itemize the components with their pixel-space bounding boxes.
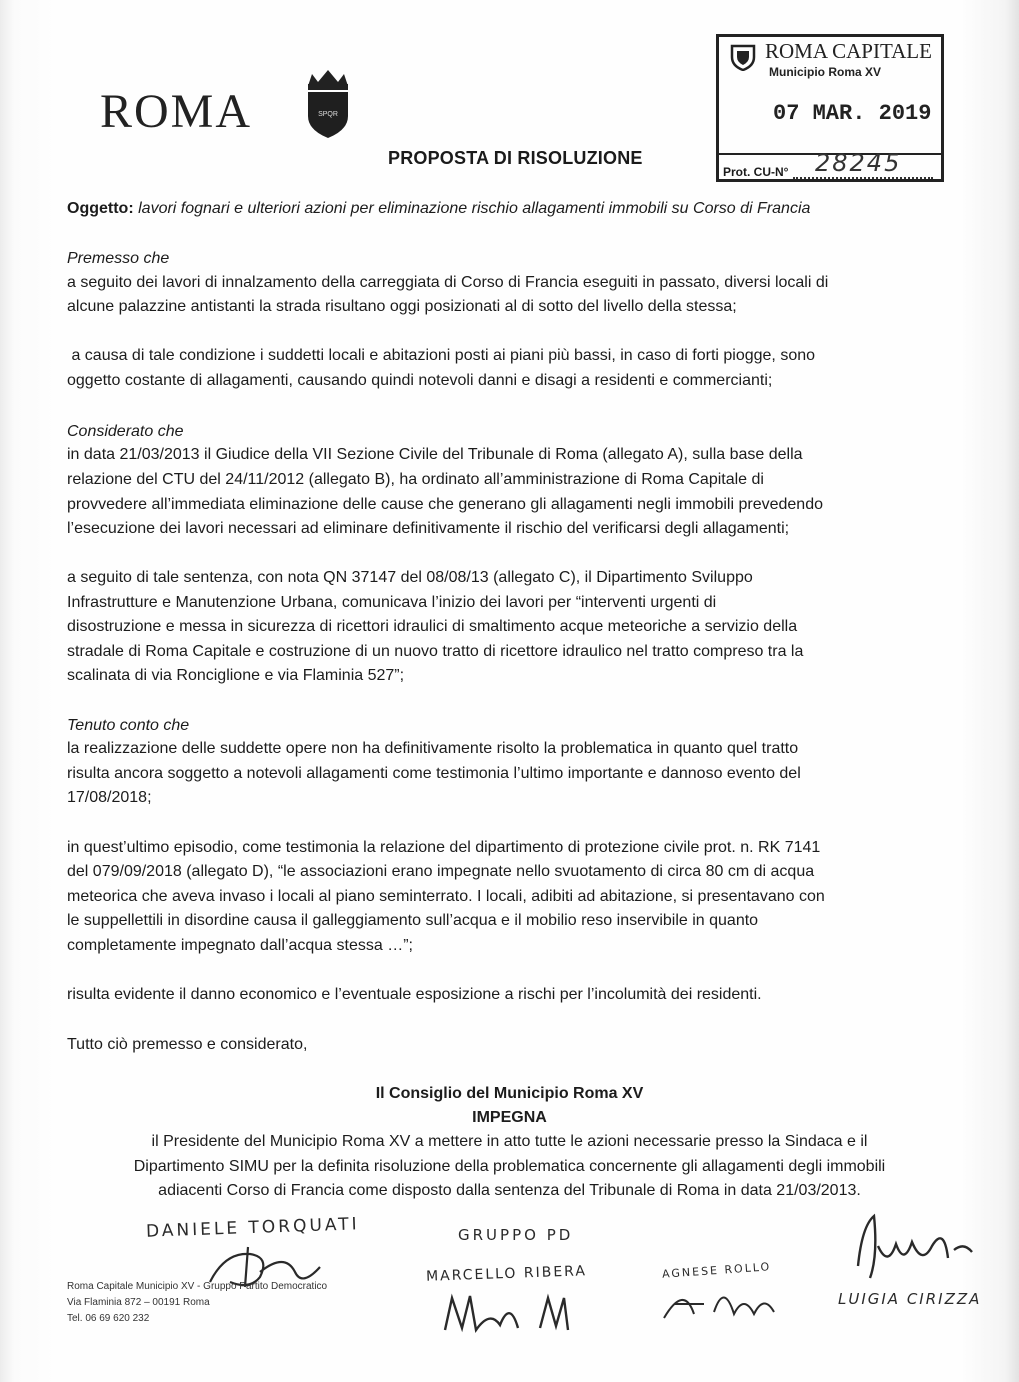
considerato-p1-l3: provvedere all’immediata eliminazione delle cause che generano gli allagamenti negli immobili prevedendo <box>67 496 823 513</box>
signature-scribble-3 <box>654 1274 794 1324</box>
tenuto-p2-l2: del 079/09/2018 (allegato D), “le associazioni erano impegnate nello svuotamento di circa 80 cm di acqua <box>67 863 815 880</box>
subject-text: lavori fognari e ulteriori azioni per eliminazione rischio allagamenti immobili su Corso di Francia <box>138 200 811 217</box>
considerato-p1-l1: in data 21/03/2013 il Giudice della VII Sezione Civile del Tribunale di Roma (allegato A), sulla base della <box>67 446 803 463</box>
resolution-l2: Dipartimento SIMU per la definita risoluzione della problematica concernente gli allagamenti degli immobili <box>133 1158 886 1175</box>
signature-scribble-2 <box>440 1290 600 1340</box>
roma-crest-icon <box>302 64 354 140</box>
resolution-l3: adiacenti Corso di Francia come disposto dalla sentenza del Tribunale di Roma in data 21/03/2013. <box>158 1182 861 1199</box>
svg-text:SPQR: SPQR <box>318 111 338 118</box>
tenuto-p2-l3: meteorica che aveva invaso i locali al piano seminterrato. I locali, adibiti ad abitazione, si presentavano con <box>67 888 825 905</box>
closing-line: Tutto ciò premesso e considerato, <box>67 1036 308 1053</box>
subject-line: Oggetto: lavori fognari e ulteriori azioni per eliminazione rischio allagamenti immobili su Corso di Francia <box>67 200 811 217</box>
tenuto-p3-l1: risulta evidente il danno economico e l’eventuale esposizione a rischi per l’incolumità dei residenti. <box>67 986 762 1003</box>
signature-name-2: MARCELLO RIBERA <box>425 1263 588 1285</box>
tenuto-p2-l5: completamente impegnato dall’acqua stessa …”; <box>67 937 413 954</box>
stamp-org: ROMA CAPITALE <box>765 39 932 63</box>
considerato-p2-l2: Infrastrutture e Manutenzione Urbana, comunicava l’inizio dei lavori per “interventi urgenti di <box>67 594 717 611</box>
signature-name-3: AGNESE ROLLO <box>661 1260 772 1281</box>
signature-group: GRUPPO PD <box>458 1226 574 1244</box>
premesso-p1-l1: a seguito dei lavori di innalzamento della carreggiata di Corso di Francia eseguiti in passato, diversi locali di <box>67 274 829 291</box>
tenuto-p1-l3: 17/08/2018; <box>67 789 152 806</box>
tenuto-heading: Tenuto conto che <box>67 717 190 734</box>
stamp-prot-label: Prot. CU-N° <box>723 165 789 179</box>
tenuto-p2-l4: le suppellettili in disordine causa il galleggiamento sull’acqua e il mobilio reso inservibile in quanto <box>67 912 759 929</box>
tenuto-p1-l2: risulta ancora soggetto a notevoli allagamenti come testimonia l’ultimo importante e dannoso evento del <box>67 765 801 782</box>
premesso-p2-l1: a causa di tale condizione i suddetti locali e abitazioni posti ai piani più bassi, in caso di forti piogge, sono <box>67 347 816 364</box>
considerato-p1-l4: l’esecuzione dei lavori necessari ad eliminare definitivamente il rischio del verificarsi degli allagamenti; <box>67 520 790 537</box>
page-title: PROPOSTA DI RISOLUZIONE <box>388 148 643 168</box>
tenuto-p2-l1: in quest’ultimo episodio, come testimonia la relazione del dipartimento di protezione civile prot. n. RK 7141 <box>67 839 821 856</box>
signature-name-1: DANIELE TORQUATI <box>145 1214 360 1242</box>
stamp-dotted-line <box>793 177 933 179</box>
subject-label: Oggetto <box>67 200 129 217</box>
council-heading: Il Consiglio del Municipio Roma XV <box>375 1085 644 1102</box>
stamp-prot-number: 28245 <box>815 149 902 177</box>
tenuto-p1-l1: la realizzazione delle suddette opere non ha definitivamente risolto la problematica in quanto quel tratto <box>67 740 799 757</box>
stamp-date: 07 MAR. 2019 <box>773 101 932 126</box>
signature-scribble-4 <box>848 1206 988 1286</box>
considerato-p2-l4: stradale di Roma Capitale e costruzione di un nuovo tratto di ricettore idraulico nel tratto compreso tra la <box>67 643 804 660</box>
resolution-l1: il Presidente del Municipio Roma XV a mettere in atto tutte le azioni necessarie presso la Sindaca e il <box>151 1133 868 1150</box>
footer-l2: Via Flaminia 872 – 00191 Roma <box>67 1297 210 1308</box>
footer-l3: Tel. 06 69 620 232 <box>67 1313 150 1324</box>
considerato-heading: Considerato che <box>67 423 184 440</box>
considerato-p1-l2: relazione del CTU del 24/11/2012 (allegato B), ha ordinato all’amministrazione di Roma Capitale di <box>67 471 764 488</box>
stamp-sub: Municipio Roma XV <box>769 65 882 79</box>
premesso-heading: Premesso che <box>67 250 170 267</box>
considerato-p2-l3: disostruzione e messa in sicurezza di ricettori idraulici di smaltimento acque meteoriche a servizio della <box>67 618 798 635</box>
roma-logo-text: ROMA <box>100 85 253 138</box>
considerato-p2-l1: a seguito di tale sentenza, con nota QN 37147 del 08/08/13 (allegato C), il Dipartimento Sviluppo <box>67 569 753 586</box>
stamp-crest-icon <box>729 43 757 71</box>
footer-l1: Roma Capitale Municipio XV - Gruppo Partito Democratico <box>67 1281 328 1292</box>
impegna-heading: IMPEGNA <box>472 1109 547 1126</box>
signature-name-4: LUIGIA CIRIZZA <box>838 1290 982 1308</box>
premesso-p2-l2: oggetto costante di allagamenti, causando quindi notevoli danni e disagi a residenti e commercianti; <box>67 372 773 389</box>
considerato-p2-l5: scalinata di via Ronciglione e via Flaminia 527”; <box>67 667 405 684</box>
premesso-p1-l2: alcune palazzine antistanti la strada risultano oggi posizionati al di sotto del livello della stessa; <box>67 298 737 315</box>
protocol-stamp <box>716 34 944 182</box>
